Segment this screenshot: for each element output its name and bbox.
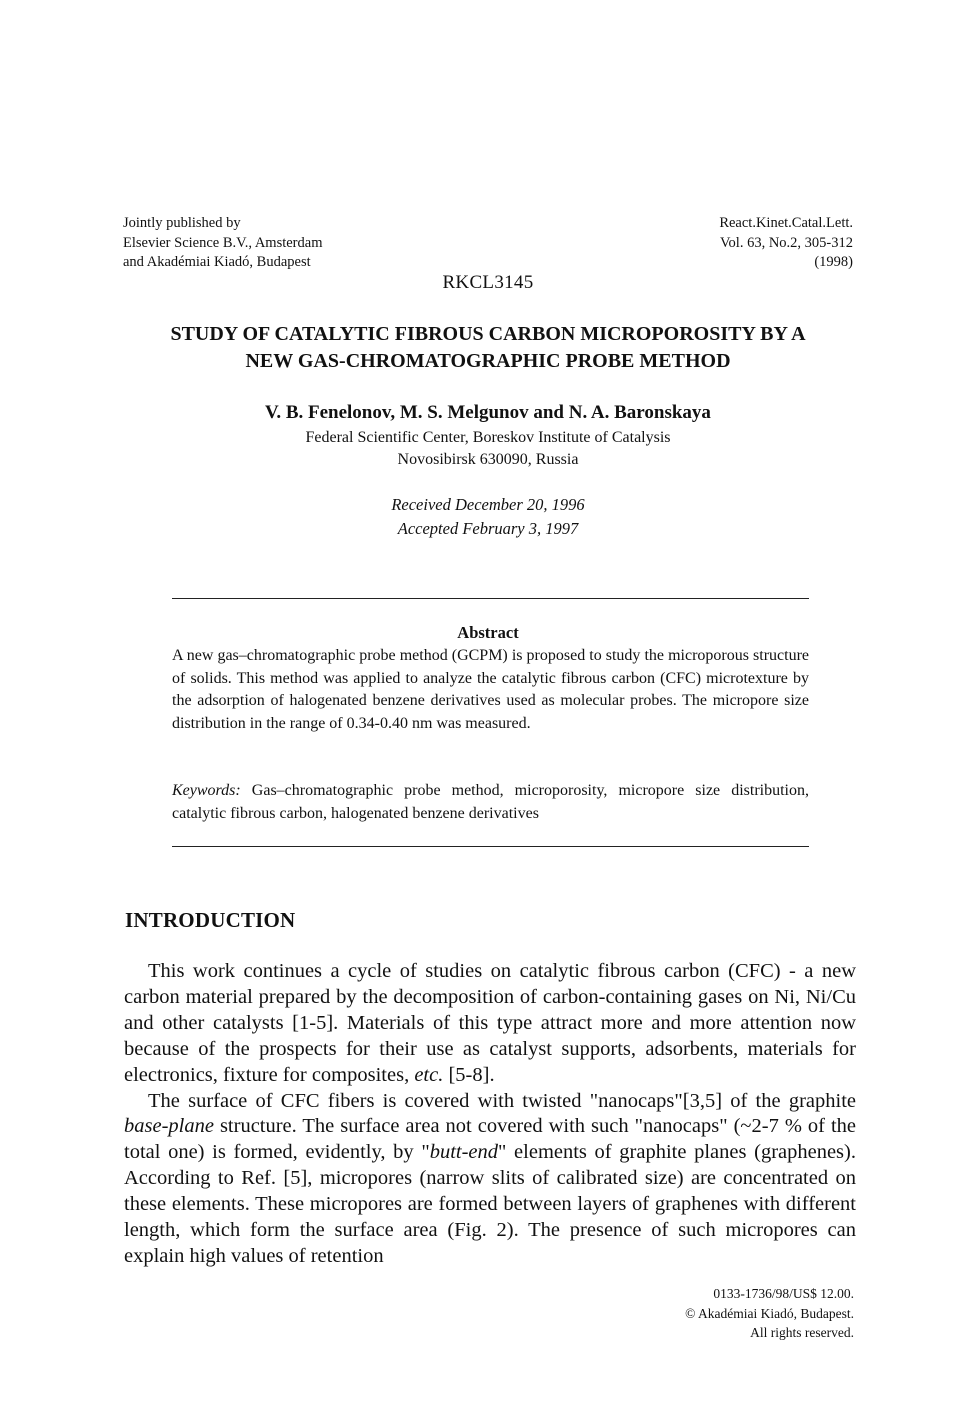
- journal-line: React.Kinet.Catal.Lett.: [719, 215, 853, 231]
- accepted-date: Accepted February 3, 1997: [397, 519, 579, 538]
- abstract-bottom-rule: [172, 846, 809, 847]
- article-dates: [0, 493, 976, 541]
- paragraph: [124, 959, 856, 1089]
- journal-line: (1998): [814, 254, 853, 270]
- paragraph: [124, 1089, 856, 1270]
- title-line: NEW GAS-CHROMATOGRAPHIC PROBE METHOD: [245, 350, 731, 372]
- introduction-body: [124, 959, 856, 1270]
- italic-text: base-plane: [124, 1115, 214, 1138]
- paragraph-text: [5-8].: [443, 1063, 495, 1086]
- title-line: STUDY OF CATALYTIC FIBROUS CARBON MICROPOROSITY BY A: [170, 323, 806, 345]
- keywords-label: Keywords:: [172, 782, 241, 799]
- keywords-text: Gas–chromatographic probe method, microporosity, micropore size distribution, catalytic fibrous carbon, halogenated benzene derivatives: [172, 782, 809, 822]
- paragraph-text: This work continues a cycle of studies on catalytic fibrous carbon (CFC) - a new carbon material prepared by the decomposition of carbon-containing gases on Ni, Ni/Cu and other catalysts [1-5]. Materials of this type attract more and more attention now because of the prospects for their use as catalyst supports, adsorbents, materials for electronics, fixture for composites,: [124, 960, 856, 1086]
- affiliation-line: Novosibirsk 630090, Russia: [397, 451, 579, 468]
- italic-text: etc.: [414, 1063, 444, 1086]
- italic-text: butt-end: [429, 1141, 499, 1164]
- affiliation-line: Federal Scientific Center, Boreskov Institute of Catalysis: [305, 429, 671, 446]
- publisher-info: [123, 214, 322, 273]
- footer-line: © Akadémiai Kiadó, Budapest.: [685, 1305, 854, 1321]
- abstract-heading: Abstract: [457, 623, 519, 642]
- footer-line: All rights reserved.: [750, 1325, 854, 1340]
- authors: V. B. Fenelonov, M. S. Melgunov and N. A. Baronskaya: [265, 402, 711, 423]
- affiliation: [0, 427, 976, 471]
- keywords: [172, 780, 809, 825]
- received-date: Received December 20, 1996: [391, 495, 585, 514]
- publisher-line: Elsevier Science B.V., Amsterdam: [123, 234, 323, 251]
- section-heading: INTRODUCTION: [125, 908, 296, 932]
- publisher-line: and Akadémiai Kiadó, Budapest: [123, 254, 311, 270]
- journal-line: Vol. 63, No.2, 305-312: [719, 234, 853, 251]
- abstract-top-rule: [172, 598, 809, 599]
- paragraph-text: structure. The surface area not covered with such "nanocaps" (~2-7 % of the total one) is formed, evidently, by ": [124, 1115, 856, 1164]
- abstract-text: A new gas–chromatographic probe method (GCPM) is proposed to study the microporous structure of solids. This method was applied to analyze the catalytic fibrous carbon (CFC) microtexture by the adsorption of halogenated benzene derivatives used as molecular probes. The micropore size distribution in the range of 0.34-0.40 nm was measured.: [172, 647, 809, 732]
- footer-line: 0133-1736/98/US$ 12.00.: [713, 1286, 854, 1301]
- journal-citation: [719, 214, 853, 273]
- article-code: RKCL3145: [442, 272, 534, 293]
- paragraph-text: The surface of CFC fibers is covered with twisted "nanocaps"[3,5] of the graphite: [148, 1089, 856, 1112]
- copyright-footer: [685, 1284, 854, 1343]
- paragraph-text: " elements of graphite planes (graphenes). According to Ref. [5], micropores (narrow slits of calibrated size) are concentrated on these elements. These micropores are formed between layers of graphenes with different length, which form the surface area (Fig. 2). The presence of such micropores can explain high values of retention: [124, 1141, 856, 1267]
- article-title: [100, 321, 876, 375]
- publisher-line: Jointly published by: [123, 215, 241, 231]
